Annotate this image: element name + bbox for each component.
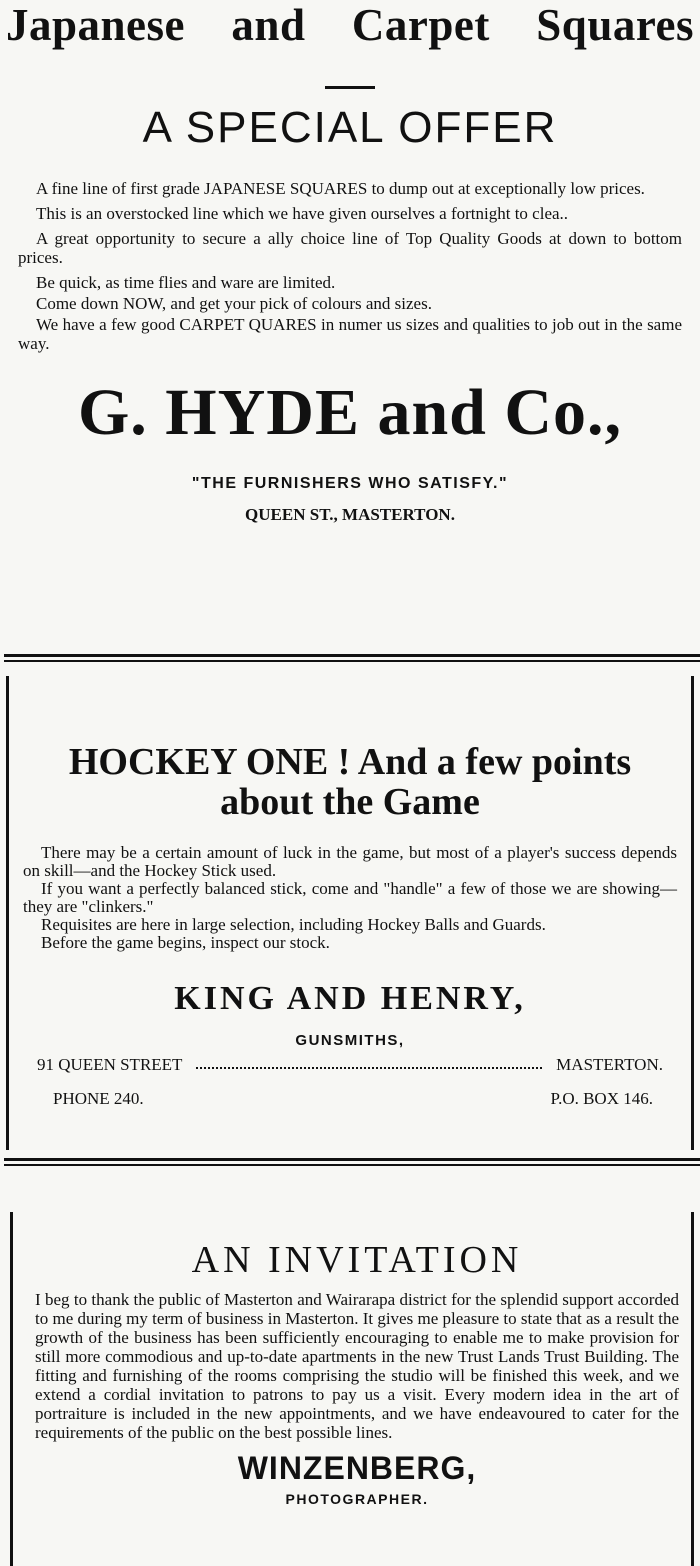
firm-tagline: "THE FURNISHERS WHO SATISFY." [191, 475, 509, 492]
special-offer-heading: A SPECIAL OFFER [142, 103, 558, 152]
contact-row [23, 1089, 677, 1109]
firm-name: WINZENBERG, [237, 1450, 477, 1486]
firm-trade: PHOTOGRAPHER. [285, 1491, 429, 1507]
firm-name: G. HYDE and Co., [77, 376, 623, 449]
offer-text [18, 179, 682, 353]
hockey-paragraph: Before the game begins, inspect our stock. [41, 933, 330, 952]
po-box: P.O. BOX 146. [550, 1089, 653, 1108]
carpet-squares-ad [0, 0, 700, 650]
section-divider [4, 1158, 700, 1166]
street-address: 91 QUEEN STREET [37, 1055, 183, 1074]
hockey-title-line1: HOCKEY ONE ! And a few points [68, 741, 632, 783]
firm-address: QUEEN ST., MASTERTON. [245, 505, 455, 524]
invitation-title: AN INVITATION [191, 1239, 523, 1281]
town: MASTERTON. [556, 1055, 663, 1074]
offer-paragraph: Be quick, as time flies and ware are limited. [36, 273, 336, 292]
address-row [23, 1055, 677, 1075]
short-divider [325, 86, 375, 89]
offer-paragraph: We have a few good CARPET QUARES in numer us sizes and qualities to job out in the same way. [18, 315, 682, 353]
offer-paragraph: A great opportunity to secure a ally choice line of Top Quality Goods at down to bottom prices. [18, 229, 682, 267]
offer-paragraph: A fine line of first grade JAPANESE SQUARES to dump out at exceptionally low prices. [36, 179, 645, 198]
hockey-text [23, 844, 677, 952]
offer-paragraph: This is an overstocked line which we have given ourselves a fortnight to clea.. [36, 204, 569, 223]
hockey-paragraph: Requisites are here in large selection, including Hockey Balls and Guards. [41, 915, 546, 934]
hockey-paragraph: If you want a perfectly balanced stick, come and "handle" a few of those we are showing—they are "clinkers." [23, 879, 677, 916]
invitation-text: I beg to thank the public of Masterton and Wairarapa district for the splendid support accorded to me during my term of business in Masterton. It gives me pleasure to state that as a result the growth of the business has been sufficiently encouraging to enable me to make provision for still more commodious and up-to-date apartments in the new Trust Lands Trust Building. The fitting and furnishing of the rooms comprising the studio will be finished this week, and we extend a cordial invitation to patrons to pay us a visit. Every modern idea in the art of portraiture is included in the new appointments, and we have endeavoured to cater for the requirements of the public on the best possible lines. [35, 1290, 679, 1442]
invitation-ad [10, 1212, 694, 1566]
phone: PHONE 240. [53, 1089, 144, 1108]
ad-heading: Japanese and Carpet Squares [6, 0, 694, 50]
firm-name: KING AND HENRY, [174, 980, 526, 1017]
hockey-ad [6, 676, 694, 1150]
hockey-title-line2: about the Game [220, 781, 480, 823]
leader-dots [196, 1055, 542, 1069]
offer-paragraph: Come down NOW, and get your pick of colours and sizes. [36, 294, 432, 313]
section-divider [4, 654, 700, 662]
hockey-paragraph: There may be a certain amount of luck in the game, but most of a player's success depends on skill—and the Hockey Stick used. [23, 843, 677, 880]
firm-trade: GUNSMITHS, [295, 1032, 405, 1049]
